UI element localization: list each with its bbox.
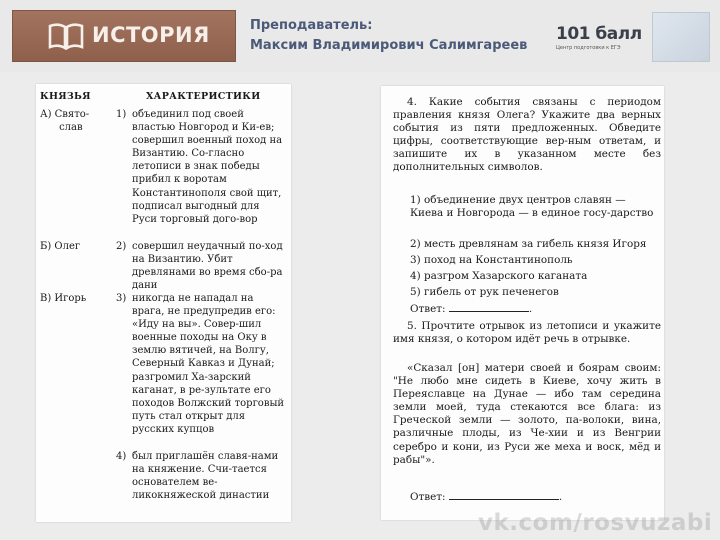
characteristic-item <box>116 108 286 226</box>
item-text: объединил под своей властью Новгород и Ки-ев; совершил военный поход на Византию. Со-гласно летописи в знак победы прибил к воротам Константинополя свой щит, подписал выгодный для Руси торговый дого-вор <box>132 109 283 225</box>
teacher-label: Преподаватель: <box>250 18 373 33</box>
column-header-princes: КНЯЗЬЯ <box>40 91 91 102</box>
answer-label: Ответ: <box>410 303 446 315</box>
item-text: никогда не нападал на врага, не предупредив его: «Иду на вы». Совер-шил военные походы на Оку в землю вятичей, на Волгу, Северный Кавказ и Дунай; разгромил Ха-зарский каганат, в ре-зультате его походов Волжский торговый путь стал открыт для русских купцов <box>132 293 285 435</box>
teacher-name: Максим Владимирович Салимгареев <box>250 38 528 53</box>
characteristic-item <box>116 240 286 292</box>
logo-subtitle: Центр подготовки к ЕГЭ <box>556 45 621 51</box>
course-banner <box>12 10 236 62</box>
column-header-characteristics: ХАРАКТЕРИСТИКИ <box>146 91 261 102</box>
logo-title: 101 балл <box>556 24 642 44</box>
answer-blank[interactable] <box>449 490 559 500</box>
answer-option: 2) месть древлянам за гибель князя Игоря <box>410 238 647 250</box>
item-number: 1) <box>116 109 127 120</box>
book-icon <box>48 22 84 54</box>
corner-image <box>652 12 710 62</box>
prince-oleg: Б) Олег <box>40 241 81 252</box>
answer-option: 1) объединение двух центров славян — Киева и Новгорода — в единое госу-дарство <box>410 194 654 220</box>
header-bar <box>0 0 720 72</box>
watermark: vk.com/rosvuzabi <box>478 510 713 536</box>
prince-igor: В) Игорь <box>40 293 87 304</box>
answer-blank[interactable] <box>449 302 529 312</box>
item-text: совершил неудачный по-ход на Византию. Убит древлянами во время сбо-ра дани <box>132 241 283 292</box>
item-number: 2) <box>116 241 127 252</box>
chronicle-quote: «Сказал [он] матери своей и боярам своим: "Не любо мне сидеть в Киеве, хочу жить в Переяславце на Дунае — ибо там середина земли моей, туда стекаются все блага: из Греческой земли — золото, па-волоки, вина, различные плоды, из Че-хии и из Венгрии серебро и кони, из Руси же меха и воск, мёд и рабы"». <box>393 362 661 466</box>
item-text: был приглашён славя-нами на княжение. Счи-тается основателем ве-ликокняжеской династии <box>132 451 279 502</box>
answer-option: 4) разгром Хазарского каганата <box>410 270 588 282</box>
answer-option: 3) поход на Константинополь <box>410 254 573 266</box>
answer-field-2[interactable]: Ответ: . <box>410 491 563 503</box>
characteristic-item <box>116 450 286 502</box>
left-document-page <box>36 84 291 522</box>
item-number: 3) <box>116 293 127 304</box>
course-title: ИСТОРИЯ <box>92 23 210 47</box>
answer-field[interactable]: Ответ: . <box>410 303 533 315</box>
answer-option: 5) гибель от рук печенегов <box>410 286 559 298</box>
teacher-info <box>250 16 527 56</box>
item-number: 4) <box>116 451 127 462</box>
school-logo <box>556 24 642 51</box>
prince-svyatoslav: А) Свято- слав <box>40 109 90 134</box>
characteristic-item <box>116 292 286 436</box>
question-5-text: 5. Прочтите отрывок из летописи и укажите имя князя, о котором идёт речь в отрывке. <box>393 320 661 346</box>
question-4-text: 4. Какие события связаны с периодом правления князя Олега? Укажите два верных события из пяти предложенных. Обведите цифры, соответствующие вер-ным ответам, и запишите их в указанном месте без дополнительных символов. <box>393 96 661 174</box>
answer-label: Ответ: <box>410 491 446 503</box>
right-document-page <box>381 86 664 520</box>
